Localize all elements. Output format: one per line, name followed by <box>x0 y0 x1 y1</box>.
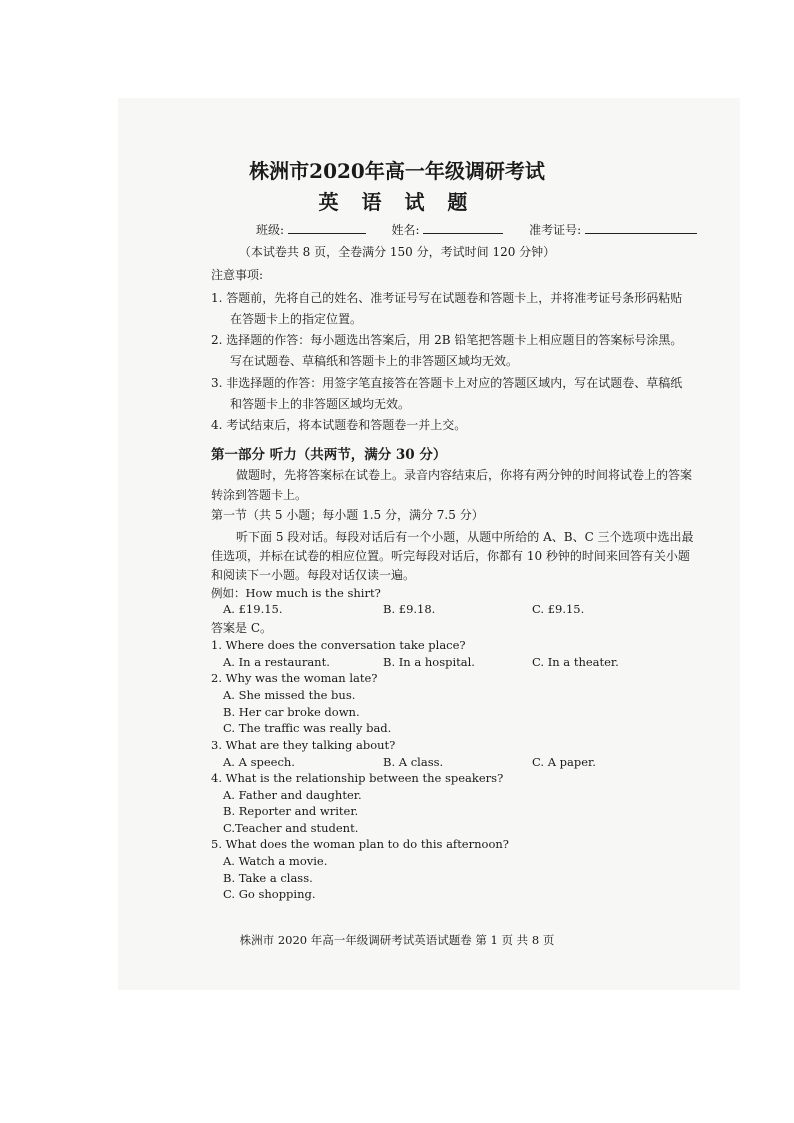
example-question: 例如：How much is the shirt? <box>211 586 381 600</box>
question-1: 1. Where does the conversation take place? <box>211 638 466 652</box>
exam-subtitle: 英 语 试 题 <box>318 190 476 214</box>
option-b: B. Take a class. <box>223 871 313 885</box>
id-label: 准考证号: <box>529 223 582 237</box>
example-option-c: C. £9.15. <box>532 602 585 616</box>
option-c: C.Teacher and student. <box>223 821 359 835</box>
option-b: B. Her car broke down. <box>223 705 360 719</box>
question-3: 3. What are they talking about? <box>211 738 396 752</box>
option-c: C. The traffic was really bad. <box>223 721 392 735</box>
notice-heading: 注意事项: <box>211 268 264 282</box>
notice-line: 3. 非选择题的作答：用签字笔直接答在答题卡上对应的答题区域内，写在试题卷、草稿纸 <box>211 376 683 390</box>
part1-heading: 第一部分 听力（共两节，满分 30 分） <box>211 447 447 463</box>
part1-intro: 转涂到答题卡上。 <box>211 488 308 502</box>
name-label: 姓名: <box>391 223 420 237</box>
section1-intro: 听下面 5 段对话。每段对话后有一个小题，从题中所给的 A、B、C 三个选项中选出最 <box>236 530 694 544</box>
id-blank[interactable] <box>585 221 697 234</box>
question-4: 4. What is the relationship between the speakers? <box>211 771 504 785</box>
notice-line: 1. 答题前，先将自己的姓名、准考证号写在试题卷和答题卡上，并将准考证号条形码粘贴 <box>211 291 683 305</box>
section1-intro: 和阅读下一小题。每段对话仅读一遍。 <box>211 568 416 582</box>
candidate-fields <box>256 221 697 238</box>
section1-heading: 第一节（共 5 小题；每小题 1.5 分，满分 7.5 分） <box>211 508 484 522</box>
notice-line: 4. 考试结束后，将本试题卷和答题卷一并上交。 <box>211 418 467 432</box>
notice-line: 写在试题卷、草稿纸和答题卡上的非答题区域均无效。 <box>230 354 519 368</box>
option-a: A. A speech. <box>223 755 295 769</box>
name-blank[interactable] <box>423 221 503 234</box>
question-2: 2. Why was the woman late? <box>211 671 378 685</box>
page-footer: 株洲市 2020 年高一年级调研考试英语试题卷 第 1 页 共 8 页 <box>239 933 555 947</box>
example-answer: 答案是 C。 <box>211 621 272 635</box>
option-b: B. A class. <box>383 755 444 769</box>
question-5: 5. What does the woman plan to do this afternoon? <box>211 837 509 851</box>
option-c: C. Go shopping. <box>223 887 316 901</box>
example-option-a: A. £19.15. <box>223 602 283 616</box>
notice-line: 在答题卡上的指定位置。 <box>230 312 363 326</box>
option-c: C. A paper. <box>532 755 596 769</box>
option-a: A. Father and daughter. <box>223 788 362 802</box>
option-a: A. In a restaurant. <box>223 655 330 669</box>
option-b: B. In a hospital. <box>383 655 475 669</box>
class-label: 班级: <box>256 223 285 237</box>
section1-intro: 佳选项，并标在试卷的相应位置。听完每段对话后，你都有 10 秒钟的时间来回答有关小题 <box>211 549 690 563</box>
option-b: B. Reporter and writer. <box>223 804 359 818</box>
option-a: A. She missed the bus. <box>223 688 356 702</box>
option-a: A. Watch a movie. <box>223 854 328 868</box>
notice-line: 和答题卡上的非答题区域均无效。 <box>230 397 411 411</box>
part1-intro: 做题时，先将答案标在试卷上。录音内容结束后，你将有两分钟的时间将试卷上的答案 <box>236 468 693 482</box>
example-option-b: B. £9.18. <box>383 602 436 616</box>
class-blank[interactable] <box>288 221 366 234</box>
exam-note: （本试卷共 8 页，全卷满分 150 分，考试时间 120 分钟） <box>238 245 556 259</box>
exam-title: 株洲市2020年高一年级调研考试 <box>249 159 545 183</box>
option-c: C. In a theater. <box>532 655 619 669</box>
notice-line: 2. 选择题的作答：每小题选出答案后，用 2B 铅笔把答题卡上相应题目的答案标号涂黑。 <box>211 333 683 347</box>
